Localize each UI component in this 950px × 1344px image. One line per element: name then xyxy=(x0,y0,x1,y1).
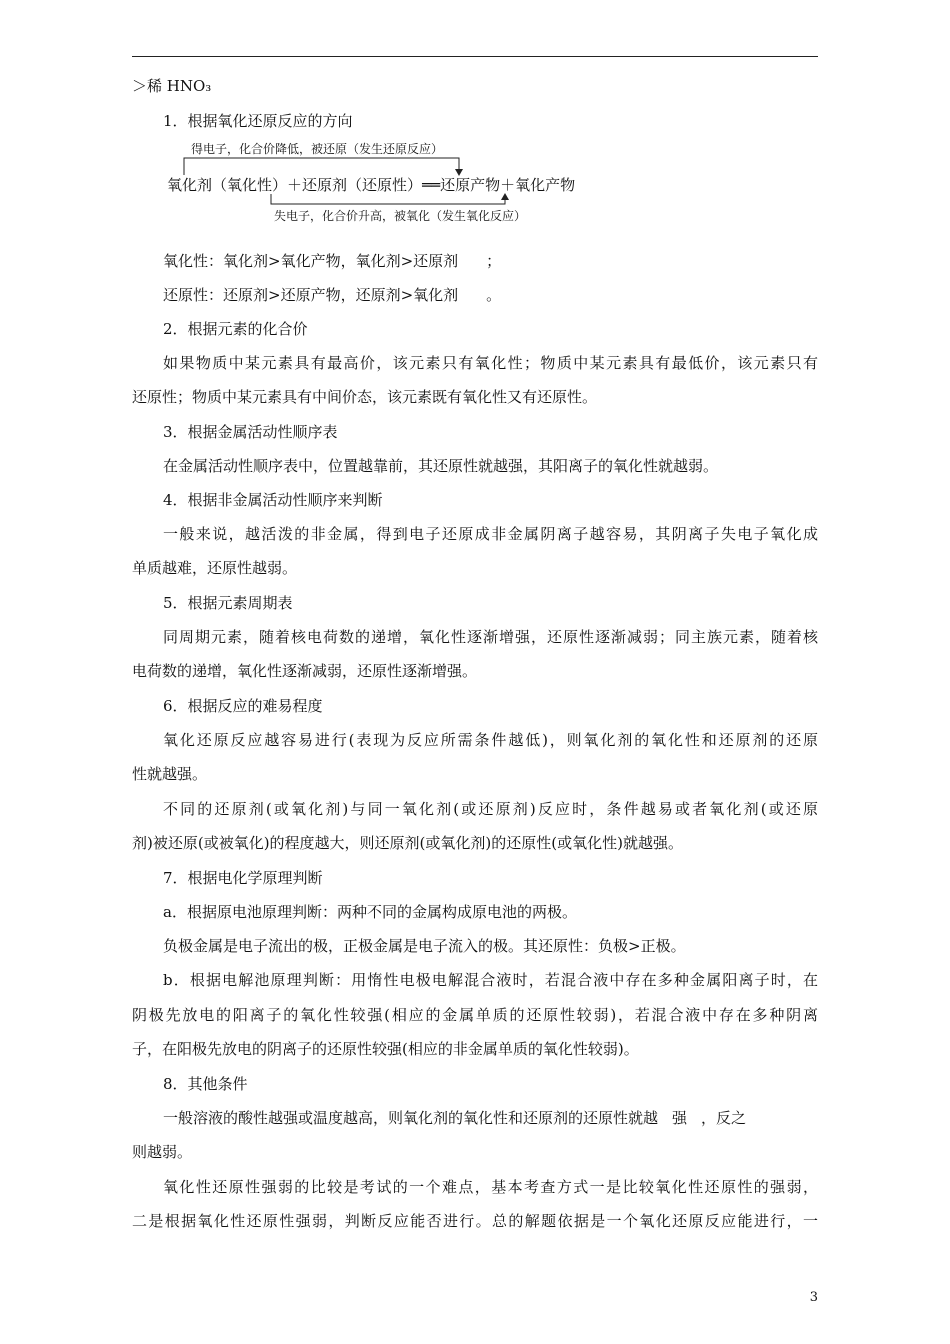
section-7-item-b-line-1: b．根据电解池原理判断：用惰性电极电解混合液时，若混合液中存在多种金属阳离子时，在 xyxy=(163,971,818,989)
section-6-paragraph-line-3: 不同的还原剂(或氧化剂)与同一氧化剂(或还原剂)反应时，条件越易或者氧化剂(或还原 xyxy=(163,800,818,818)
diagram-bottom-label: 失电子，化合价升高，被氧化（发生氧化反应） xyxy=(274,209,527,223)
fill-blank-answer: 强 xyxy=(672,1109,688,1127)
section-6-paragraph-line-1: 氧化还原反应越容易进行(表现为反应所需条件越低)，则氧化剂的氧化性和还原剂的还原 xyxy=(163,731,818,749)
reducing-end: 。 xyxy=(486,286,502,304)
summary-line-2: 二是根据氧化性还原性强弱，判断反应能否进行。总的解题依据是一个氧化还原反应能进行，一 xyxy=(132,1212,818,1230)
section-4-title: 4．根据非金属活动性顺序来判断 xyxy=(163,491,383,509)
section-2-title: 2．根据元素的化合价 xyxy=(163,320,308,338)
section-7-item-b-line-2: 阴极先放电的阳离子的氧化性较强(相应的金属单质的还原性较弱)，若混合液中存在多种阴离 xyxy=(132,1006,818,1024)
reducing-comparison xyxy=(163,285,501,305)
oxidizing-line: 氧化性：氧化剂>氧化产物，氧化剂>还原剂 xyxy=(163,252,459,270)
section-2-paragraph-line-1: 如果物质中某元素具有最高价，该元素只有氧化性；物质中某元素具有最低价，该元素只有 xyxy=(163,354,818,372)
section-1-title: 1．根据氧化还原反应的方向 xyxy=(163,112,353,130)
section-7-title: 7．根据电化学原理判断 xyxy=(163,869,323,887)
section-4-paragraph-line-1: 一般来说，越活泼的非金属，得到电子还原成非金属阴离子越容易，其阴离子失电子氧化成 xyxy=(163,525,818,543)
page-number: 3 xyxy=(809,1290,818,1305)
section-7-item-b-line-3: 子，在阳极先放电的阴离子的还原性较强(相应的非金属单质的氧化性较弱)。 xyxy=(132,1040,639,1058)
section-5-title: 5．根据元素周期表 xyxy=(163,594,293,612)
oxidizing-end: ； xyxy=(486,252,502,270)
section-7-item-a-line-1: a．根据原电池原理判断：两种不同的金属构成原电池的两极。 xyxy=(163,903,577,921)
section-5-paragraph-line-2: 电荷数的递增，氧化性逐渐减弱，还原性逐渐增强。 xyxy=(132,662,478,680)
section-4-paragraph-line-2: 单质越难，还原性越弱。 xyxy=(132,559,298,577)
section-7-item-a-line-2: 负极金属是电子流出的极，正极金属是电子流入的极。其还原性：负极>正极。 xyxy=(163,937,686,955)
redox-diagram xyxy=(163,138,593,230)
header-line: ＞稀 HNO₃ xyxy=(132,77,212,95)
oxidizing-comparison xyxy=(163,251,501,271)
section-8-paragraph-line-2: 则越弱。 xyxy=(132,1143,193,1161)
section-3-paragraph: 在金属活动性顺序表中，位置越靠前，其还原性就越强，其阳离子的氧化性就越弱。 xyxy=(163,457,719,475)
section-6-title: 6．根据反应的难易程度 xyxy=(163,697,323,715)
diagram-top-label: 得电子，化合价降低，被还原（发生还原反应） xyxy=(191,142,444,156)
section-6-paragraph-line-2: 性就越强。 xyxy=(132,765,208,783)
section-2-paragraph-line-2: 还原性；物质中某元素具有中间价态，该元素既有氧化性又有还原性。 xyxy=(132,388,598,406)
section-8-line-1-start: 一般溶液的酸性越强或温度越高，则氧化剂的氧化性和还原剂的还原性就越 xyxy=(163,1109,659,1127)
section-6-paragraph-line-4: 剂)被还原(或被氧化)的程度越大，则还原剂(或氧化剂)的还原性(或氧化性)就越强。 xyxy=(132,834,683,852)
section-8-title: 8．其他条件 xyxy=(163,1075,248,1093)
header-rule xyxy=(132,56,818,57)
summary-line-1: 氧化性还原性强弱的比较是考试的一个难点，基本考查方式一是比较氧化性还原性的强弱， xyxy=(163,1178,818,1196)
section-8-paragraph-line-1 xyxy=(163,1108,746,1128)
diagram-equation: 氧化剂（氧化性）＋还原剂（还原性）══还原产物＋氧化产物 xyxy=(167,176,576,194)
section-5-paragraph-line-1: 同周期元素，随着核电荷数的递增，氧化性逐渐增强，还原性逐渐减弱；同主族元素，随着核 xyxy=(163,628,818,646)
section-3-title: 3．根据金属活动性顺序表 xyxy=(163,423,338,441)
reducing-line: 还原性：还原剂>还原产物，还原剂>氧化剂 xyxy=(163,286,459,304)
section-8-line-1-end: ，反之 xyxy=(701,1109,747,1127)
